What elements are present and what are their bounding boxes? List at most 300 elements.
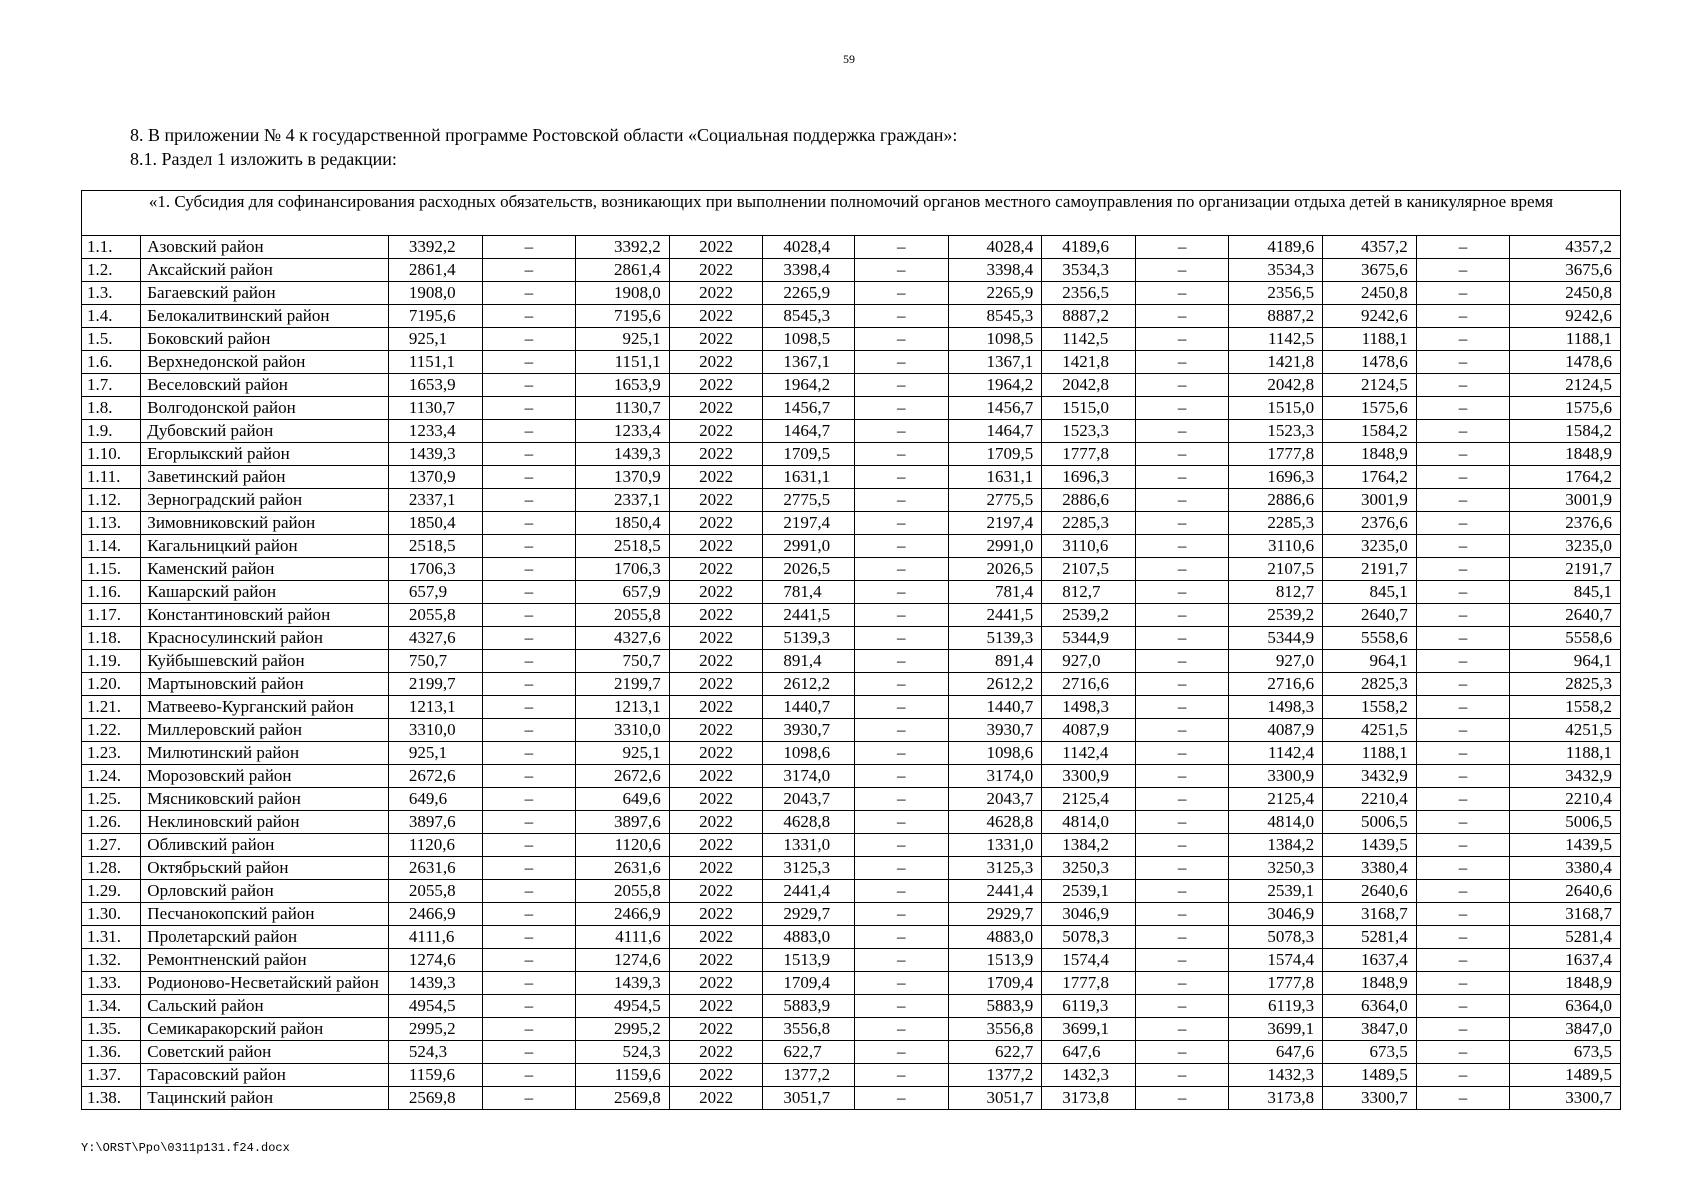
dash-cell: –	[482, 811, 576, 834]
value-cell: 4628,8	[763, 811, 855, 834]
dash-cell: –	[854, 1087, 948, 1110]
intro-paragraph-2: 8.1. Раздел 1 изложить в редакции:	[130, 149, 397, 169]
district-name: Сальский район	[141, 995, 389, 1018]
dash-cell: –	[482, 1064, 576, 1087]
value-cell: 3930,7	[763, 719, 855, 742]
value-cell: 2640,7	[1323, 604, 1417, 627]
table-row	[82, 995, 1621, 1018]
value-cell: 1098,6	[763, 742, 855, 765]
value-cell: 1233,4	[388, 420, 482, 443]
value-cell: 3699,1	[1042, 1018, 1136, 1041]
year-cell: 2022	[669, 604, 763, 627]
dash-cell: –	[1416, 558, 1510, 581]
value-cell: 3300,9	[1229, 765, 1323, 788]
value-cell: 3235,0	[1510, 535, 1621, 558]
value-cell: 2210,4	[1323, 788, 1417, 811]
dash-cell: –	[854, 1041, 948, 1064]
value-cell: 2825,3	[1323, 673, 1417, 696]
value-cell: 750,7	[576, 650, 670, 673]
dash-cell: –	[854, 397, 948, 420]
dash-cell: –	[1135, 489, 1229, 512]
value-cell: 2337,1	[388, 489, 482, 512]
value-cell: 925,1	[388, 742, 482, 765]
year-cell: 2022	[669, 834, 763, 857]
dash-cell: –	[482, 1041, 576, 1064]
value-cell: 3235,0	[1323, 535, 1417, 558]
table-row	[82, 420, 1621, 443]
year-cell: 2022	[669, 972, 763, 995]
value-cell: 4111,6	[576, 926, 670, 949]
value-cell: 927,0	[1229, 650, 1323, 673]
dash-cell: –	[1135, 259, 1229, 282]
value-cell: 1709,4	[948, 972, 1042, 995]
value-cell: 2124,5	[1323, 374, 1417, 397]
dash-cell: –	[854, 765, 948, 788]
row-number: 1.30.	[82, 903, 141, 926]
year-cell: 2022	[669, 949, 763, 972]
value-cell: 1439,3	[576, 972, 670, 995]
value-cell: 2640,6	[1323, 880, 1417, 903]
dash-cell: –	[1416, 765, 1510, 788]
value-cell: 4954,5	[388, 995, 482, 1018]
value-cell: 2775,5	[763, 489, 855, 512]
value-cell: 3173,8	[1042, 1087, 1136, 1110]
value-cell: 1130,7	[388, 397, 482, 420]
dash-cell: –	[1416, 535, 1510, 558]
value-cell: 1498,3	[1229, 696, 1323, 719]
dash-cell: –	[854, 512, 948, 535]
dash-cell: –	[1416, 719, 1510, 742]
value-cell: 1515,0	[1042, 397, 1136, 420]
value-cell: 5139,3	[948, 627, 1042, 650]
year-cell: 2022	[669, 926, 763, 949]
value-cell: 4327,6	[388, 627, 482, 650]
row-number: 1.14.	[82, 535, 141, 558]
value-cell: 3046,9	[1229, 903, 1323, 926]
dash-cell: –	[1416, 259, 1510, 282]
value-cell: 781,4	[948, 581, 1042, 604]
year-cell: 2022	[669, 305, 763, 328]
district-name: Милютинский район	[141, 742, 389, 765]
dash-cell: –	[482, 351, 576, 374]
value-cell: 524,3	[576, 1041, 670, 1064]
table-body	[82, 191, 1621, 1110]
value-cell: 5883,9	[763, 995, 855, 1018]
row-number: 1.26.	[82, 811, 141, 834]
dash-cell: –	[482, 857, 576, 880]
value-cell: 4087,9	[1042, 719, 1136, 742]
value-cell: 1142,5	[1042, 328, 1136, 351]
value-cell: 1151,1	[576, 351, 670, 374]
district-name: Верхнедонской район	[141, 351, 389, 374]
dash-cell: –	[1416, 650, 1510, 673]
dash-cell: –	[854, 558, 948, 581]
dash-cell: –	[1135, 351, 1229, 374]
value-cell: 3930,7	[948, 719, 1042, 742]
value-cell: 1213,1	[576, 696, 670, 719]
value-cell: 2861,4	[576, 259, 670, 282]
value-cell: 5078,3	[1042, 926, 1136, 949]
value-cell: 1188,1	[1323, 328, 1417, 351]
dash-cell: –	[1416, 1041, 1510, 1064]
value-cell: 3168,7	[1510, 903, 1621, 926]
dash-cell: –	[1135, 719, 1229, 742]
year-cell: 2022	[669, 558, 763, 581]
dash-cell: –	[482, 420, 576, 443]
table-row	[82, 834, 1621, 857]
dash-cell: –	[1416, 742, 1510, 765]
dash-cell: –	[1135, 328, 1229, 351]
value-cell: 1574,4	[1042, 949, 1136, 972]
value-cell: 1159,6	[388, 1064, 482, 1087]
dash-cell: –	[482, 880, 576, 903]
row-number: 1.28.	[82, 857, 141, 880]
value-cell: 2539,2	[1229, 604, 1323, 627]
value-cell: 4111,6	[388, 926, 482, 949]
value-cell: 1421,8	[1042, 351, 1136, 374]
value-cell: 2539,2	[1042, 604, 1136, 627]
value-cell: 2518,5	[388, 535, 482, 558]
dash-cell: –	[482, 696, 576, 719]
dash-cell: –	[1135, 765, 1229, 788]
value-cell: 3300,9	[1042, 765, 1136, 788]
district-name: Каменский район	[141, 558, 389, 581]
table-row	[82, 282, 1621, 305]
year-cell: 2022	[669, 420, 763, 443]
dash-cell: –	[482, 374, 576, 397]
value-cell: 4087,9	[1229, 719, 1323, 742]
value-cell: 3392,2	[388, 236, 482, 259]
year-cell: 2022	[669, 1018, 763, 1041]
value-cell: 4189,6	[1042, 236, 1136, 259]
table-row	[82, 535, 1621, 558]
year-cell: 2022	[669, 857, 763, 880]
value-cell: 2861,4	[388, 259, 482, 282]
year-cell: 2022	[669, 696, 763, 719]
value-cell: 1489,5	[1510, 1064, 1621, 1087]
value-cell: 2210,4	[1510, 788, 1621, 811]
district-name: Константиновский район	[141, 604, 389, 627]
row-number: 1.37.	[82, 1064, 141, 1087]
value-cell: 2518,5	[576, 535, 670, 558]
value-cell: 2929,7	[763, 903, 855, 926]
dash-cell: –	[1135, 903, 1229, 926]
dash-cell: –	[854, 811, 948, 834]
value-cell: 2929,7	[948, 903, 1042, 926]
dash-cell: –	[482, 788, 576, 811]
district-name: Песчанокопский район	[141, 903, 389, 926]
value-cell: 3310,0	[388, 719, 482, 742]
value-cell: 2441,4	[763, 880, 855, 903]
row-number: 1.36.	[82, 1041, 141, 1064]
value-cell: 3847,0	[1323, 1018, 1417, 1041]
value-cell: 1575,6	[1323, 397, 1417, 420]
district-name: Орловский район	[141, 880, 389, 903]
district-name: Неклиновский район	[141, 811, 389, 834]
value-cell: 3432,9	[1323, 765, 1417, 788]
table-row	[82, 581, 1621, 604]
dash-cell: –	[1135, 834, 1229, 857]
dash-cell: –	[482, 949, 576, 972]
table-row	[82, 949, 1621, 972]
table-row	[82, 305, 1621, 328]
value-cell: 1367,1	[948, 351, 1042, 374]
value-cell: 673,5	[1510, 1041, 1621, 1064]
value-cell: 1709,5	[763, 443, 855, 466]
value-cell: 3300,7	[1323, 1087, 1417, 1110]
district-name: Мартыновский район	[141, 673, 389, 696]
table-row	[82, 719, 1621, 742]
value-cell: 2191,7	[1510, 558, 1621, 581]
dash-cell: –	[1135, 811, 1229, 834]
dash-cell: –	[1416, 282, 1510, 305]
value-cell: 2569,8	[576, 1087, 670, 1110]
dash-cell: –	[482, 673, 576, 696]
row-number: 1.15.	[82, 558, 141, 581]
district-name: Веселовский район	[141, 374, 389, 397]
table-row	[82, 604, 1621, 627]
year-cell: 2022	[669, 282, 763, 305]
value-cell: 3046,9	[1042, 903, 1136, 926]
value-cell: 1432,3	[1229, 1064, 1323, 1087]
value-cell: 2631,6	[388, 857, 482, 880]
table-row	[82, 489, 1621, 512]
value-cell: 1848,9	[1323, 443, 1417, 466]
dash-cell: –	[482, 926, 576, 949]
value-cell: 1478,6	[1510, 351, 1621, 374]
value-cell: 1464,7	[763, 420, 855, 443]
dash-cell: –	[1135, 420, 1229, 443]
value-cell: 1584,2	[1323, 420, 1417, 443]
year-cell: 2022	[669, 995, 763, 1018]
table-row	[82, 1041, 1621, 1064]
value-cell: 647,6	[1042, 1041, 1136, 1064]
value-cell: 2539,1	[1229, 880, 1323, 903]
value-cell: 1440,7	[948, 696, 1042, 719]
value-cell: 1558,2	[1510, 696, 1621, 719]
dash-cell: –	[482, 995, 576, 1018]
value-cell: 1850,4	[388, 512, 482, 535]
year-cell: 2022	[669, 1087, 763, 1110]
year-cell: 2022	[669, 627, 763, 650]
row-number: 1.13.	[82, 512, 141, 535]
year-cell: 2022	[669, 328, 763, 351]
value-cell: 649,6	[388, 788, 482, 811]
dash-cell: –	[1135, 650, 1229, 673]
value-cell: 3125,3	[763, 857, 855, 880]
value-cell: 1213,1	[388, 696, 482, 719]
value-cell: 1233,4	[576, 420, 670, 443]
value-cell: 1456,7	[948, 397, 1042, 420]
value-cell: 8545,3	[948, 305, 1042, 328]
value-cell: 3398,4	[948, 259, 1042, 282]
value-cell: 3897,6	[576, 811, 670, 834]
dash-cell: –	[1416, 949, 1510, 972]
district-name: Кашарский район	[141, 581, 389, 604]
value-cell: 8887,2	[1229, 305, 1323, 328]
value-cell: 2466,9	[388, 903, 482, 926]
row-number: 1.16.	[82, 581, 141, 604]
dash-cell: –	[1135, 926, 1229, 949]
value-cell: 1377,2	[763, 1064, 855, 1087]
value-cell: 2886,6	[1229, 489, 1323, 512]
value-cell: 891,4	[763, 650, 855, 673]
dash-cell: –	[482, 397, 576, 420]
dash-cell: –	[1135, 558, 1229, 581]
district-name: Багаевский район	[141, 282, 389, 305]
value-cell: 2991,0	[763, 535, 855, 558]
value-cell: 2107,5	[1042, 558, 1136, 581]
district-name: Кагальницкий район	[141, 535, 389, 558]
district-name: Тацинский район	[141, 1087, 389, 1110]
row-number: 1.3.	[82, 282, 141, 305]
dash-cell: –	[1135, 995, 1229, 1018]
dash-cell: –	[1416, 305, 1510, 328]
dash-cell: –	[1135, 305, 1229, 328]
value-cell: 2441,5	[763, 604, 855, 627]
value-cell: 657,9	[576, 581, 670, 604]
dash-cell: –	[1135, 673, 1229, 696]
value-cell: 5883,9	[948, 995, 1042, 1018]
dash-cell: –	[1135, 880, 1229, 903]
row-number: 1.34.	[82, 995, 141, 1018]
value-cell: 2569,8	[388, 1087, 482, 1110]
value-cell: 3897,6	[388, 811, 482, 834]
value-cell: 1777,8	[1042, 972, 1136, 995]
dash-cell: –	[1416, 627, 1510, 650]
value-cell: 1964,2	[763, 374, 855, 397]
dash-cell: –	[1416, 1018, 1510, 1041]
value-cell: 5006,5	[1510, 811, 1621, 834]
year-cell: 2022	[669, 1064, 763, 1087]
value-cell: 1439,5	[1510, 834, 1621, 857]
dash-cell: –	[1416, 834, 1510, 857]
dash-cell: –	[482, 282, 576, 305]
value-cell: 3699,1	[1229, 1018, 1323, 1041]
dash-cell: –	[1416, 489, 1510, 512]
value-cell: 925,1	[576, 742, 670, 765]
dash-cell: –	[854, 328, 948, 351]
district-name: Зерноградский район	[141, 489, 389, 512]
value-cell: 1274,6	[576, 949, 670, 972]
row-number: 1.11.	[82, 466, 141, 489]
dash-cell: –	[854, 604, 948, 627]
row-number: 1.9.	[82, 420, 141, 443]
year-cell: 2022	[669, 903, 763, 926]
year-cell: 2022	[669, 466, 763, 489]
value-cell: 1850,4	[576, 512, 670, 535]
dash-cell: –	[1416, 420, 1510, 443]
dash-cell: –	[1416, 673, 1510, 696]
value-cell: 673,5	[1323, 1041, 1417, 1064]
value-cell: 2055,8	[576, 604, 670, 627]
value-cell: 1331,0	[948, 834, 1042, 857]
dash-cell: –	[1416, 995, 1510, 1018]
table-row	[82, 259, 1621, 282]
value-cell: 1908,0	[576, 282, 670, 305]
dash-cell: –	[1416, 443, 1510, 466]
value-cell: 9242,6	[1510, 305, 1621, 328]
value-cell: 1370,9	[576, 466, 670, 489]
district-name: Морозовский район	[141, 765, 389, 788]
value-cell: 1489,5	[1323, 1064, 1417, 1087]
value-cell: 1777,8	[1229, 443, 1323, 466]
value-cell: 5558,6	[1323, 627, 1417, 650]
dash-cell: –	[854, 627, 948, 650]
dash-cell: –	[1135, 972, 1229, 995]
table-row	[82, 443, 1621, 466]
dash-cell: –	[1135, 1064, 1229, 1087]
value-cell: 2265,9	[948, 282, 1042, 305]
year-cell: 2022	[669, 535, 763, 558]
value-cell: 781,4	[763, 581, 855, 604]
dash-cell: –	[482, 834, 576, 857]
dash-cell: –	[854, 351, 948, 374]
value-cell: 2042,8	[1229, 374, 1323, 397]
value-cell: 1120,6	[576, 834, 670, 857]
value-cell: 845,1	[1510, 581, 1621, 604]
value-cell: 3556,8	[763, 1018, 855, 1041]
dash-cell: –	[1135, 443, 1229, 466]
district-name: Обливский район	[141, 834, 389, 857]
value-cell: 4251,5	[1510, 719, 1621, 742]
dash-cell: –	[854, 857, 948, 880]
district-name: Советский район	[141, 1041, 389, 1064]
dash-cell: –	[854, 742, 948, 765]
page-number: 59	[843, 52, 855, 66]
district-name: Красносулинский район	[141, 627, 389, 650]
value-cell: 1120,6	[388, 834, 482, 857]
value-cell: 5078,3	[1229, 926, 1323, 949]
value-cell: 1637,4	[1323, 949, 1417, 972]
value-cell: 2125,4	[1229, 788, 1323, 811]
dash-cell: –	[854, 305, 948, 328]
value-cell: 1513,9	[948, 949, 1042, 972]
value-cell: 2991,0	[948, 535, 1042, 558]
value-cell: 2716,6	[1229, 673, 1323, 696]
value-cell: 1706,3	[388, 558, 482, 581]
value-cell: 8887,2	[1042, 305, 1136, 328]
value-cell: 2107,5	[1229, 558, 1323, 581]
district-name: Куйбышевский район	[141, 650, 389, 673]
value-cell: 4357,2	[1323, 236, 1417, 259]
value-cell: 2337,1	[576, 489, 670, 512]
dash-cell: –	[1416, 857, 1510, 880]
value-cell: 2265,9	[763, 282, 855, 305]
district-name: Азовский район	[141, 236, 389, 259]
value-cell: 3001,9	[1323, 489, 1417, 512]
dash-cell: –	[1135, 282, 1229, 305]
value-cell: 1523,3	[1042, 420, 1136, 443]
value-cell: 1384,2	[1042, 834, 1136, 857]
dash-cell: –	[1416, 972, 1510, 995]
value-cell: 3675,6	[1510, 259, 1621, 282]
row-number: 1.22.	[82, 719, 141, 742]
row-number: 1.10.	[82, 443, 141, 466]
dash-cell: –	[854, 236, 948, 259]
dash-cell: –	[854, 880, 948, 903]
value-cell: 1558,2	[1323, 696, 1417, 719]
value-cell: 2450,8	[1323, 282, 1417, 305]
value-cell: 1151,1	[388, 351, 482, 374]
year-cell: 2022	[669, 236, 763, 259]
table-row	[82, 1064, 1621, 1087]
value-cell: 2631,6	[576, 857, 670, 880]
district-name: Семикаракорский район	[141, 1018, 389, 1041]
table-row	[82, 742, 1621, 765]
value-cell: 2043,7	[763, 788, 855, 811]
table-row	[82, 696, 1621, 719]
